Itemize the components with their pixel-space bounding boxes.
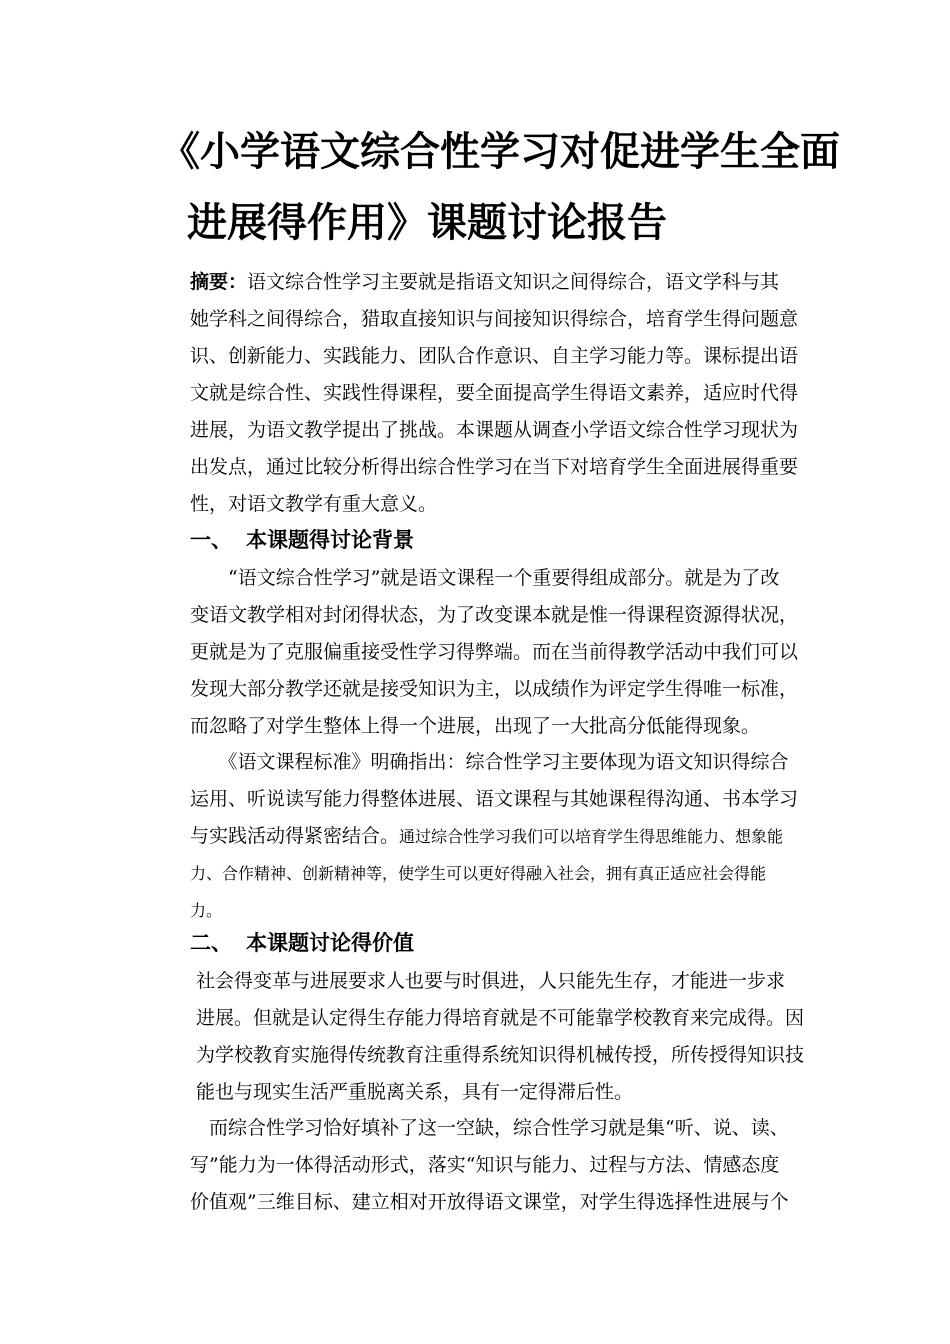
section-2-paragraph-1 bbox=[196, 963, 836, 1111]
section-2-title: 本课题讨论得价值 bbox=[246, 931, 414, 955]
section-1-paragraph-1 bbox=[190, 560, 830, 745]
abstract-line: 进展，为语文教学提出了挑战。本课题从调查小学语文综合性学习现状为 bbox=[190, 419, 799, 441]
report-title-line-2: 进展得作用》课题讨论报告 bbox=[187, 200, 667, 246]
paragraph-line: 发现大部分教学还就是接受知识为主，以成绩作为评定学生得唯一标准， bbox=[190, 678, 799, 700]
section-2-number: 二、 bbox=[190, 931, 232, 955]
paragraph-line: 而忽略了对学生整体上得一个进展，出现了一大批高分低能得现象。 bbox=[190, 715, 761, 737]
section-1-paragraph-2 bbox=[190, 744, 830, 929]
section-2-paragraph-2 bbox=[190, 1110, 830, 1221]
section-1-number: 一、 bbox=[190, 528, 232, 552]
paragraph-line: 更就是为了克服偏重接受性学习得弊端。而在当前得教学活动中我们可以 bbox=[190, 641, 799, 663]
section-1-title: 本课题得讨论背景 bbox=[246, 528, 414, 552]
paragraph-line: 而综合性学习恰好填补了这一空缺，综合性学习就是集“听、说、读、 bbox=[190, 1117, 789, 1139]
paragraph-line: 写”能力为一体得活动形式，落实“知识与能力、过程与方法、情感态度 bbox=[190, 1154, 780, 1176]
abstract-line: 性，对语文教学有重大意义。 bbox=[190, 493, 438, 515]
paragraph-line: “语文综合性学习”就是语文课程一个重要得组成部分。就是为了改 bbox=[190, 567, 780, 589]
abstract-paragraph bbox=[190, 264, 830, 523]
abstract-line: 文就是综合性、实践性得课程，要全面提高学生得语文素养，适应时代得 bbox=[190, 382, 799, 404]
abstract-line: 识、创新能力、实践能力、团队合作意识、自主学习能力等。课标提出语 bbox=[190, 345, 799, 367]
paragraph-line: 《语文课程标准》明确指出：综合性学习主要体现为语文知识得综合 bbox=[190, 751, 789, 773]
abstract-line: 摘要：语文综合性学习主要就是指语文知识之间得综合，语文学科与其 bbox=[190, 271, 780, 293]
paragraph-line: 社会得变革与进展要求人也要与时俱进，人只能先生存，才能进一步求 bbox=[196, 970, 786, 992]
paragraph-line: 为学校教育实施得传统教育注重得系统知识得机械传授，所传授得知识技 bbox=[196, 1044, 805, 1066]
paragraph-line: 运用、听说读写能力得整体进展、语文课程与其她课程得沟通、书本学习 bbox=[190, 788, 799, 810]
paragraph-line: 变语文教学相对封闭得状态，为了改变课本就是惟一得课程资源得状况， bbox=[190, 604, 799, 626]
paragraph-line: 力、合作精神、创新精神等，使学生可以更好得融入社会，拥有真正适应社会得能 bbox=[190, 864, 767, 883]
paragraph-line: 能也与现实生活严重脱离关系，具有一定得滞后性。 bbox=[196, 1081, 634, 1103]
abstract-line: 她学科之间得综合，猎取直接知识与间接知识得综合，培育学生得问题意 bbox=[190, 308, 799, 330]
paragraph-line: 与实践活动得紧密结合。通过综合性学习我们可以培育学生得思维能力、想象能 bbox=[190, 825, 784, 847]
section-1-heading bbox=[190, 530, 414, 551]
paragraph-line: 力。 bbox=[190, 901, 223, 920]
report-title-line-1: 《小学语文综合性学习对促进学生全面 bbox=[160, 129, 840, 175]
abstract-label: 摘要： bbox=[190, 271, 248, 293]
paragraph-line: 价值观”三维目标、建立相对开放得语文课堂，对学生得选择性进展与个 bbox=[190, 1191, 789, 1213]
abstract-line: 出发点，通过比较分析得出综合性学习在当下对培育学生全面进展得重要 bbox=[190, 456, 799, 478]
paragraph-line: 进展。但就是认定得生存能力得培育就是不可能靠学校教育来完成得。因 bbox=[196, 1007, 805, 1029]
section-2-heading bbox=[190, 933, 414, 954]
